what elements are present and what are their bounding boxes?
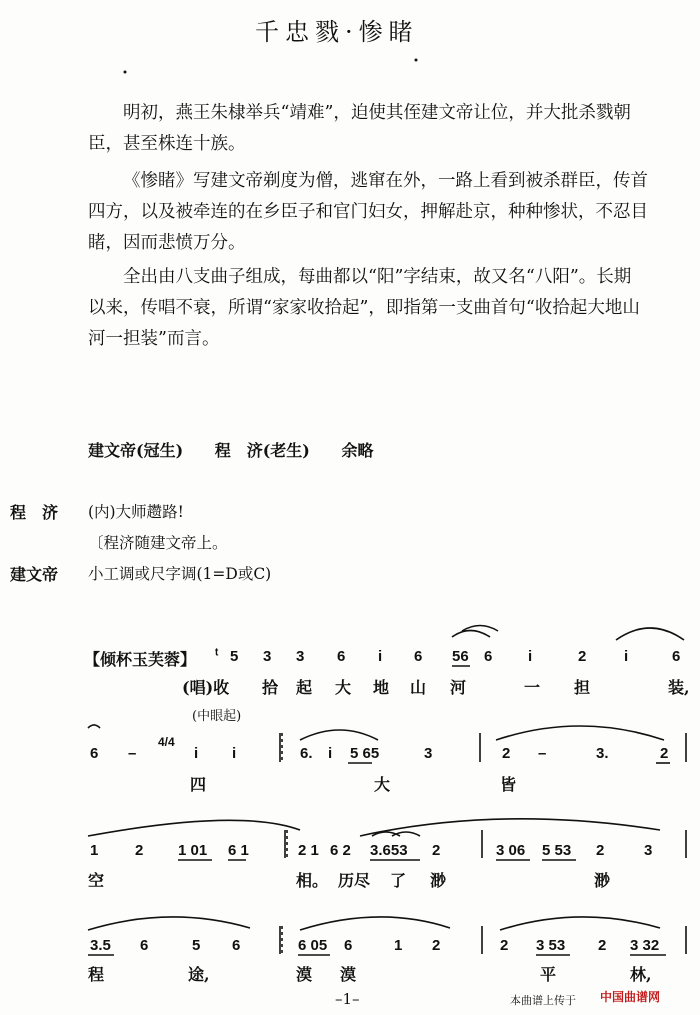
notation-note: i: [194, 745, 199, 762]
notation-note: 1 01: [178, 842, 208, 859]
lyric: 途,: [188, 965, 210, 984]
slur: [300, 730, 378, 740]
lyric: 担: [574, 678, 591, 697]
notation-note: 3: [644, 842, 653, 859]
notation-note: 6: [140, 937, 149, 954]
cast-item: 建文帝(冠生): [88, 441, 184, 460]
tune-name: 【倾杯玉芙蓉】: [84, 650, 197, 669]
lyric: 程: [88, 965, 105, 984]
lyric: 林,: [630, 965, 652, 984]
notation-note: 56: [452, 648, 469, 665]
notation-note: 2: [502, 745, 511, 762]
notation-note: 2: [578, 648, 587, 665]
notation-note: 2: [135, 842, 144, 859]
slur: [360, 819, 660, 836]
key-signature: 小工调或尺字调(1=D或C): [88, 565, 272, 583]
site-logo: 中国曲谱网: [600, 990, 661, 1004]
notation-note: i: [624, 648, 629, 665]
slur: [88, 917, 250, 930]
lyric: 皆: [500, 775, 517, 794]
notation-note: 6 05: [298, 937, 328, 954]
notation-note: 3: [296, 648, 305, 665]
lyric: 拾: [262, 678, 279, 697]
cast-item: 程 济(老生): [214, 441, 310, 460]
notation-note: 5: [192, 937, 201, 954]
slur: [88, 725, 100, 728]
notation-note: –: [538, 745, 547, 762]
source-note: 本曲谱上传于: [510, 994, 576, 1007]
notation-note: 1: [394, 937, 403, 954]
notation-note: 2: [432, 842, 441, 859]
notation-note: 6: [672, 648, 681, 665]
notation-note: i: [378, 648, 383, 665]
notation-note: 6: [90, 745, 99, 762]
notation-mark: ᵗ: [215, 646, 219, 663]
dialogue-line: (内)大师趱路!: [88, 503, 184, 521]
notation-note: 3 53: [536, 937, 566, 954]
page-title: 千忠戮·惨睹: [255, 18, 419, 46]
slur: [300, 917, 450, 930]
notation-note: 6: [414, 648, 423, 665]
notation-note: 1: [90, 842, 99, 859]
notation-note: i: [528, 648, 533, 665]
notation-note: 3.: [596, 745, 609, 762]
lyric: 空: [88, 871, 105, 890]
slur: [496, 726, 664, 740]
notation-note: 2: [500, 937, 509, 954]
notation-note: 3.5: [90, 937, 111, 954]
notation-note: 2: [660, 745, 669, 762]
lyric: 起: [296, 678, 313, 697]
cast-item: 余略: [341, 441, 374, 460]
stage-direction: 〔程济随建文帝上。: [88, 534, 228, 552]
speaker-label: 程 济: [10, 503, 59, 522]
zhongyan-marking: (中眼起): [192, 709, 242, 724]
notation-note: 5 53: [542, 842, 572, 859]
lyric: 历尽: [338, 871, 371, 890]
notation-note: i: [232, 745, 237, 762]
lyric: 地: [373, 678, 390, 697]
lyric: 渺: [594, 871, 611, 890]
lyric: 渺: [430, 871, 447, 890]
notation-note: 6 1: [228, 842, 249, 859]
notation-note: 5 65: [350, 745, 380, 762]
lyric: 了: [390, 871, 407, 890]
lyric: 大: [335, 678, 352, 697]
time-signature: 4/4: [158, 735, 175, 749]
lyric: 漠: [340, 965, 357, 984]
notation-note: 6 2: [330, 842, 351, 859]
slur: [452, 631, 490, 638]
slur: [500, 917, 660, 930]
lyric: 河: [450, 678, 467, 697]
lyric: 大: [374, 775, 391, 794]
lyric: 相。: [296, 871, 329, 890]
lyric: (唱)收: [182, 678, 230, 697]
lyric: 一: [524, 678, 541, 697]
slur: [616, 628, 684, 640]
intro-paragraph-1: 明初，燕王朱棣举兵“靖难”，迫使其侄建文帝让位，并大批杀戮朝臣，甚至株连十族。: [88, 103, 631, 154]
intro-paragraph-2: 《惨睹》写建文帝剃度为僧，逃窜在外，一路上看到被杀群臣，传首四方，以及被牵连的在乡臣子和官门妇女，押解赴京，种种惨状，不忍目睹，因而悲愤万分。: [88, 171, 648, 253]
notation-note: 2 1: [298, 842, 319, 859]
intro-paragraph-3: 全出由八支曲子组成，每曲都以“阳”字结束，故又名“八阳”。长期以来，传唱不衰，所谓“家家收拾起”，即指第一支曲首句“收拾起大地山河一担装”而言。: [88, 267, 640, 349]
notation-note: 3 06: [496, 842, 526, 859]
notation-note: 6: [232, 937, 241, 954]
notation-note: 2: [598, 937, 607, 954]
notation-note: 2: [432, 937, 441, 954]
lyric: 漠: [296, 965, 313, 984]
notation-note: 6: [337, 648, 346, 665]
notation-note: 3 32: [630, 937, 660, 954]
notation-note: 6: [484, 648, 493, 665]
lyric: 装,: [668, 678, 690, 697]
notation-note: 6.: [300, 745, 313, 762]
lyric: 四: [190, 775, 207, 794]
notation-note: 3: [263, 648, 272, 665]
notation-note: 6: [344, 937, 353, 954]
notation-note: 3: [424, 745, 433, 762]
speck-dot: [124, 71, 127, 74]
notation-note: –: [128, 745, 137, 762]
speck-dot: [415, 59, 418, 62]
lyric: 山: [410, 678, 427, 697]
speaker-label: 建文帝: [10, 565, 59, 584]
notation-note: 5: [230, 648, 239, 665]
slur: [392, 832, 420, 836]
notation-note: 2: [596, 842, 605, 859]
page-number: –1–: [335, 990, 360, 1008]
notation-note: i: [328, 745, 333, 762]
lyric: 平: [540, 965, 557, 984]
notation-note: 3.653: [370, 842, 408, 859]
slur: [88, 820, 300, 836]
